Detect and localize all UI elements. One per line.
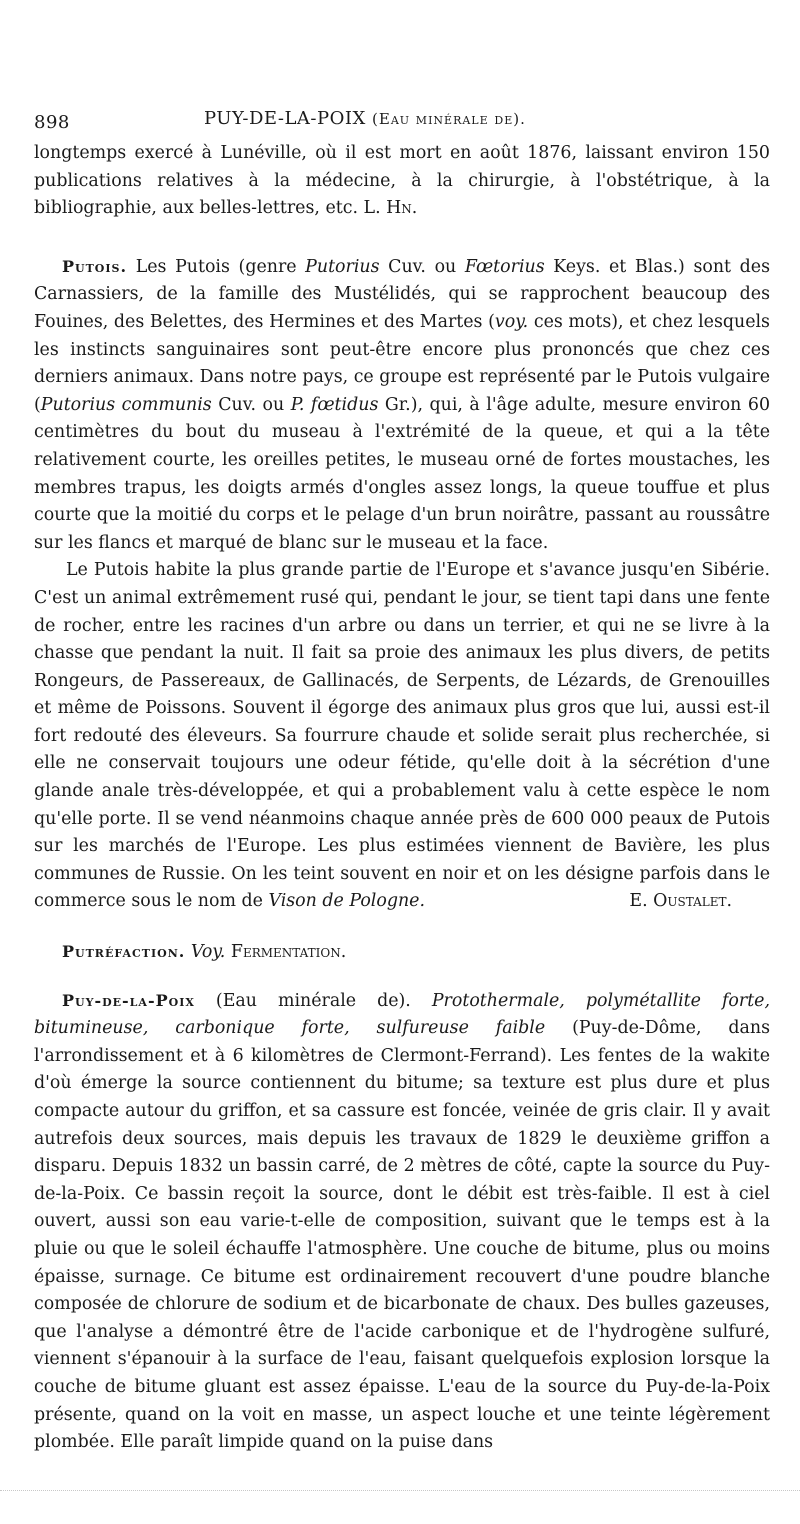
prev-entry-signature: L. Hn. [363, 198, 418, 219]
running-title-main: PUY-DE-LA-POIX [204, 108, 366, 129]
putois-alt-genus: Fœtorius [464, 256, 545, 277]
putois-text-c: Keys. et Blas.) sont des Carnassiers, de la famille des Mustélidés, qui se rapprochent beaucoup des Fouines, des Belettes, des Hermines et des Martes ( [34, 256, 770, 332]
putois-vison: Vison de Pologne. [268, 891, 425, 912]
putois-signature: E. Oustalet. [629, 891, 732, 912]
running-title [204, 108, 526, 129]
puy-headword: Puy-de-la-Poix [62, 990, 195, 1010]
prev-entry-paragraph [34, 140, 770, 223]
page-number: 898 [34, 112, 70, 133]
puy-paragraph [34, 987, 770, 1457]
puy-qualifiers: Protothermale, polymétallite forte, bitumineuse, carbonique forte, sulfureuse faible [34, 990, 771, 1039]
bottom-rule [0, 1490, 800, 1497]
putois-text-a: Les Putois (genre [135, 256, 306, 277]
prev-entry-text: longtemps exercé à Lunéville, où il est mort en août 1876, laissant environ 150 publications relatives à la médecine, à la chirurgie, à l'obstétrique, à la bibliographie, aux belles-lettres, etc. [34, 143, 770, 219]
putois-text-e: Cuv. ou [211, 394, 291, 415]
running-header [34, 108, 774, 138]
putois-voy: voy. [494, 311, 529, 332]
running-title-sub: (Eau minérale de). [372, 110, 526, 128]
putois-text-d: ces mots), et chez lesquels les instincts sanguinaires sont peut-être encore plus prononcés que chez ces derniers animaux. Dans notre pays, ce groupe est représenté par le Putois vulgaire ( [34, 311, 770, 415]
putrefaction-ref: Fermentation. [230, 942, 347, 963]
page-body [34, 140, 770, 1457]
putois-p2-text: Le Putois habite la plus grande partie de l'Europe et s'avance jusqu'en Sibérie. C'est un animal extrêmement rusé qui, pendant le jour, se tient tapi dans une fente de rocher, entre les racines d'un arbre ou dans un terrier, et qui ne se livre à la chasse que pendant la nuit. Il fait sa proie des animaux les plus divers, de petits Rongeurs, de Passereaux, de Gallinacés, de Serpents, de Lézards, de Grenouilles et même de Poissons. Souvent il égorge des animaux plus gros que lui, aussi est-il fort redouté des éleveurs. Sa fourrure chaude et solide serait plus recherchée, si elle ne conservait toujours une odeur fétide, qu'elle doit à la sécrétion d'une glande anale très-développée, et qui a probablement valu à cette espèce le nom qu'elle porte. Il se vend néanmoins chaque année près de 600 000 peaux de Putois sur les marchés de l'Europe. Les plus estimées viennent de Bavière, les plus communes de Russie. On les teint souvent en noir et on les désigne parfois dans le commerce sous le nom de [34, 560, 770, 912]
putrefaction-voy: Voy. [190, 942, 226, 963]
putrefaction-headword: Putréfaction. [62, 942, 186, 962]
putrefaction-entry [34, 938, 770, 967]
putois-paragraph-2 [34, 557, 770, 916]
putois-species: Putorius communis [40, 394, 212, 415]
putois-text-b: Cuv. ou [379, 256, 465, 277]
puy-text: (Puy-de-Dôme, dans l'arrondissement et à 6 kilomètres de Clermont-Ferrand). Les fentes de la wakite d'où émerge la source contiennent du bitume; sa texture est plus dure et plus compacte autour du griffon, et sa cassure est foncée, veinée de gris clair. Il y avait autrefois deux sources, mais depuis les travaux de 1829 le deuxième griffon a disparu. Depuis 1832 un bassin carré, de 2 mètres de côté, capte la source du Puy-de-la-Poix. Ce bassin reçoit la source, dont le débit est très-faible. Il est à ciel ouvert, aussi son eau varie-t-elle de composition, suivant que le temps est à la pluie ou que le soleil échauffe l'atmosphère. Une couche de bitume, plus ou moins épaisse, surnage. Ce bitume est ordinairement recouvert d'une poudre blanche composée de chlorure de sodium et de bicarbonate de chaux. Des bulles gazeuses, que l'analyse a démontré être de l'acide carbonique et de l'hydrogène sulfuré, viennent s'épanouir à la surface de l'eau, faisant quelquefois explosion lorsque la couche de bitume gluant est assez épaisse. L'eau de la source du Puy-de-la-Poix présente, quand on la voit en masse, un aspect louche et une teinte légèrement plombée. Elle paraît limpide quand on la puise dans [34, 1018, 771, 1453]
putois-genus: Putorius [305, 256, 380, 277]
puy-sub: (Eau minérale de). [194, 990, 432, 1011]
putois-paragraph-1 [34, 253, 770, 558]
putois-text-f: Gr.), qui, à l'âge adulte, mesure environ 60 centimètres du bout du museau à l'extrémité de la queue, et qui a la tête relativement courte, les oreilles petites, le museau orné de fortes moustaches, les membres trapus, les doigts armés d'ongles assez longs, la queue touffue et plus courte que la moitié du corps et le pelage d'un brun noirâtre, passant au roussâtre sur les flancs et marqué de blanc sur le museau et la face. [34, 394, 771, 553]
putois-headword: Putois. [62, 256, 128, 276]
putois-species-2: P. fœtidus [290, 394, 379, 415]
